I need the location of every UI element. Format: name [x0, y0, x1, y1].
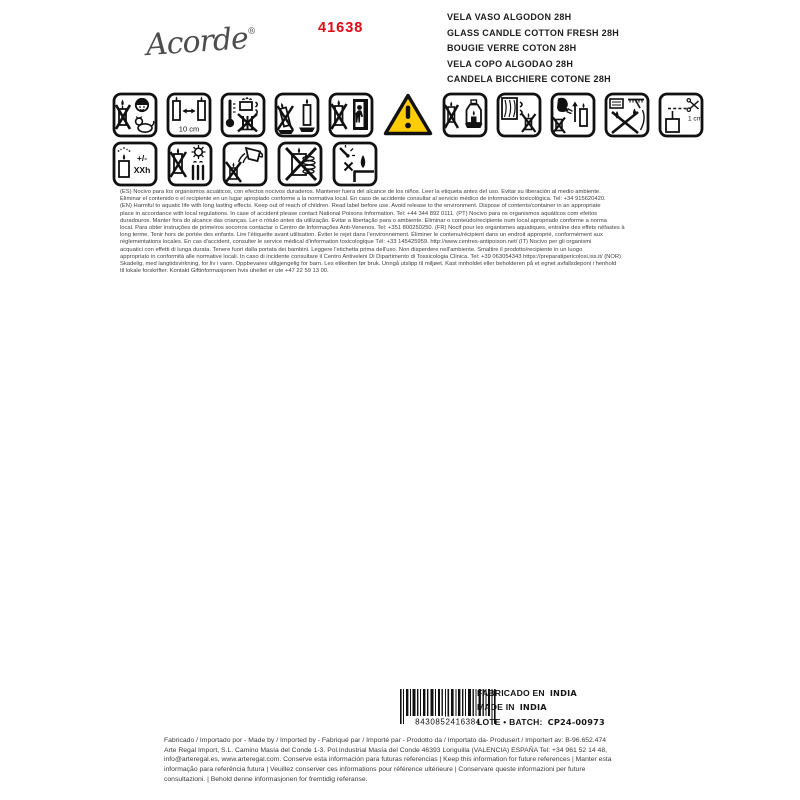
safety-text-line: til lokale forskrifter. Kontakt Giftinformasjonen hvis uhellet er ute +47 22 59 13 00. — [120, 268, 329, 275]
brand-logo-text: Acorde — [144, 21, 249, 64]
product-name-es: VELA VASO ALGODON 28H — [447, 12, 572, 22]
manufacturer-line: consultazioni. | Behold denne informasjonen for fremtidig referanse. — [164, 775, 368, 783]
use-glass-lantern-icon — [442, 92, 488, 138]
country-value: INDIA — [519, 701, 547, 712]
use-suitable-holder-icon — [274, 92, 320, 138]
barcode-number: 8430852416384 — [415, 717, 481, 727]
warning-triangle-icon — [383, 92, 433, 138]
safety-text-line: place in accordance with local regulations. In case of accident please contact National Poisons Information. Tel: +44 344 892 0111. (PT) Nocivo para os organismos aquáticos com efeitos — [120, 210, 598, 217]
brand-logo — [145, 20, 267, 63]
manufacturer-line: info@arteregal.es, www.arteregal.com. Conserve esta información para futuras referencias | Keep this information for future references | Manter esta — [164, 756, 612, 764]
registered-mark: ® — [246, 26, 257, 38]
no-touch-burning-candle-icon — [277, 141, 323, 187]
safety-text-line: (ES) Nocivo para los organismos acuáticos, con efectos nocivos duraderos. Mantener fuera del alcance de los niños. Leer la etiqueta antes del uso. Evitar su liberación al medio ambiente. — [120, 189, 601, 195]
never-leave-unattended-icon — [328, 92, 374, 138]
no-heat-source-icon — [220, 92, 266, 138]
keep-away-children-pets-icon — [112, 92, 158, 138]
safety-text-line: Skadelig, med langtidsvirkning, for liv i vann. Oppbevares utilgjengelig for barn. Les etiketten før bruk. Unngå utslipp til miljøet. Kast innholdet eller beholderen på et egnet avfallsdeponi i henhold — [120, 261, 617, 268]
safety-text-block — [120, 189, 698, 275]
safety-text-line: Eliminar el contenido o el recipiente en un lugar apropiado conforme a la normativa local. En caso de accidente consultar al servicio médico de información toxicológica. Tel: +34 915620420. — [120, 196, 606, 203]
made-in-line-es: FABRICADO EN INDIA — [477, 688, 577, 698]
no-debris-in-wax-icon — [332, 141, 378, 187]
safety-text-line: long terme. Tenir hors de portée des enfants. Lire l'étiquette avant utilisation. Éviter le rejet dans l'environnement. Éliminer le contenu/récipient dans un endroit approprié, conformément aux — [120, 232, 603, 239]
product-name-pt: VELA COPO ALGODAO 28H — [447, 58, 574, 69]
avoid-drafts-icon — [496, 92, 542, 138]
product-name-en: GLASS CANDLE COTTON FRESH 28H — [447, 27, 620, 38]
manufacturer-line: Arte Regal Import, S.L. Camino Masía del Conde 1-3. Pol.Industrial Masía del Conde 46393 Loriguilla (VALENCIA) ESPAÑA Tel: +34 961 52 14 48, — [164, 746, 607, 754]
safety-text-line: réglementations locales. En cas d'accident, consulter le service médical d'information toxicologique Tél: +33 145425959. http://www.centres-antipoison.net/ (IT) Nocivo per gli organismi — [120, 239, 592, 246]
product-name-fr: BOUGIE VERRE COTON 28H — [447, 43, 577, 54]
manufacturer-line: Fabricado / Importado por - Made by / Imported by - Fabriqué par / Importé par - Prodotto da / Importato da- Produsert / Importert av: B-96.652.474 — [164, 737, 607, 744]
safety-text-line: appropriato in conformità alle normative locali. In caso di incidente consultare il Centro Antiveleni Di Dipartimento di Tossicologia Clinica. Tel: +39 063054343 https://preparatipericolosi.iss.it/ (NOR) — [120, 253, 621, 260]
reference-number: 41638 — [318, 20, 364, 36]
manufacturer-line: informação para referência futura | Veuillez conserver ces informations pour référence ultérieure | Conservare queste informazioni per future — [164, 766, 586, 774]
trim-wick-icon — [658, 92, 704, 138]
keep-10cm-apart-icon — [166, 92, 212, 138]
made-in-line-en: MADE IN INDIA — [477, 701, 547, 712]
manufacturer-info-block — [164, 736, 634, 785]
no-flammables-nearby-icon — [604, 92, 650, 138]
batch-value: CP24-00973 — [547, 716, 605, 727]
no-water-extinguish-icon — [222, 141, 268, 187]
made-in-block — [477, 687, 605, 729]
wick-length-label: 1 cm — [687, 115, 703, 123]
safety-text-line: (EN) Harmful to aquatic life with long lasting effects. Keep out of reach of children. Read label before use. Avoid release to the environment. Dispose of contents/container in an appropriate — [120, 203, 601, 210]
safety-text-line: acquatici con effetti di lunga durata. Tenere fuori dalla portata dei bambini. Leggere l'etichetta prima dell'uso. Non disperdere nell'ambiente. Smaltire il prodotto/recipiente in un luogo — [120, 246, 583, 253]
country-value: INDIA — [549, 688, 577, 698]
distance-label: 10 cm — [178, 124, 200, 134]
no-blow-extinguish-icon — [550, 92, 596, 138]
burning-time-icon — [112, 141, 158, 187]
hours-label: XXh — [133, 165, 151, 175]
plusminus-label: +/- — [136, 153, 148, 163]
safety-text-line: duradouros. Manter fora do alcance das crianças. Ler o rótulo antes da utilização. Evitar a libertação para o ambiente. Eliminar o conteúdo/recipiente num local apropriado conforme a norma — [120, 217, 607, 224]
lot-batch-line: LOTE • BATCH: CP24-00973 — [477, 716, 605, 727]
product-name-it: CANDELA BICCHIERE COTONE 28H — [447, 74, 611, 85]
no-sun-radiator-icon — [167, 141, 213, 187]
safety-text-line: local. Para obter instruções de primeiros socorros contactar o Centro de Informações Anti-Venenos. Tel: +351 800250250. (FR) Nocif pour les organismes aquatiques, entraîne des effets néfastes à — [120, 225, 625, 232]
product-name-list — [447, 10, 619, 88]
safety-pictograms-row-2 — [112, 141, 378, 187]
safety-pictograms-row-1 — [112, 92, 704, 138]
